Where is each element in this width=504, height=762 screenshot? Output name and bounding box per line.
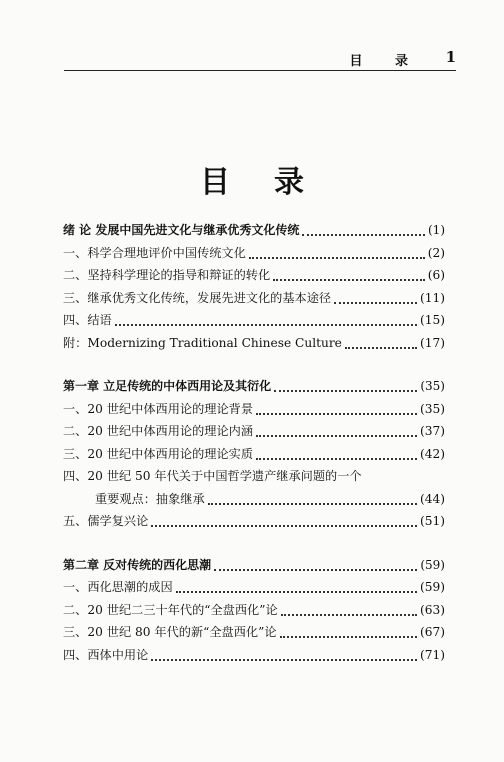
toc-entry-continuation — [63, 490, 445, 513]
toc-entry — [63, 400, 445, 423]
leader-dots — [151, 525, 417, 527]
toc-entry-page: (44) — [419, 491, 445, 506]
toc-entry — [63, 289, 445, 312]
toc-title: 目录 — [200, 165, 348, 200]
toc-entry — [63, 244, 445, 267]
toc-entry — [63, 646, 445, 669]
toc-entry — [63, 445, 445, 468]
toc-entry-page: (11) — [419, 290, 445, 305]
leader-dots — [115, 324, 417, 326]
toc-entry-label: 一、科学合理地评价中国传统文化 — [63, 245, 246, 260]
toc-entry-page: (59) — [419, 580, 445, 594]
toc-entry-page: (67) — [419, 625, 445, 639]
running-header — [64, 48, 456, 71]
toc-entry-label: 五、儒学复兴论 — [63, 514, 149, 528]
section-gap — [63, 356, 445, 377]
toc-entry-label: 重要观点：抽象继承 — [95, 491, 205, 506]
toc-entry-label: 第二章 反对传统的西化思潮 — [63, 557, 212, 572]
toc-entry-page: (6) — [427, 268, 445, 282]
leader-dots — [273, 279, 425, 281]
toc-entry-page: (37) — [419, 424, 445, 438]
toc-entry-label: 二、20 世纪二三十年代的“全盘西化”论 — [63, 602, 278, 617]
toc-entry — [63, 578, 445, 601]
toc-entry-page: (51) — [419, 514, 445, 528]
section-gap — [63, 535, 445, 556]
toc-chapter-1 — [63, 377, 445, 400]
toc-entry — [63, 311, 445, 334]
toc-entry-label: 二、坚持科学理论的指导和辩证的转化 — [63, 268, 271, 282]
toc-entry — [63, 623, 445, 646]
toc-entry-label: 三、20 世纪 80 年代的新“全盘西化”论 — [63, 625, 277, 639]
toc-entry-label: 四、20 世纪 50 年代关于中国哲学遗产继承问题的一个 — [63, 469, 362, 483]
leader-dots — [334, 302, 417, 304]
toc-entry-page: (17) — [419, 335, 445, 350]
leader-dots — [208, 503, 417, 505]
toc-entry — [63, 266, 445, 289]
toc-entry-page: (15) — [419, 313, 445, 327]
table-of-contents — [63, 221, 445, 668]
toc-entry-label: 三、20 世纪中体西用论的理论实质 — [63, 446, 254, 461]
toc-entry — [63, 601, 445, 624]
toc-entry-page: (35) — [420, 379, 445, 393]
leader-dots — [256, 413, 417, 415]
toc-entry-page: (2) — [427, 245, 445, 260]
toc-entry-page: (35) — [419, 401, 445, 416]
toc-entry — [63, 467, 445, 490]
running-header-title: 目 录 — [349, 54, 422, 69]
leader-dots — [249, 257, 425, 259]
toc-entry-page: (59) — [420, 557, 445, 572]
leader-dots — [214, 569, 417, 571]
toc-entry-page: (1) — [428, 223, 445, 237]
toc-entry-label: 四、西体中用论 — [63, 647, 149, 662]
leader-dots — [151, 659, 417, 661]
leader-dots — [302, 234, 425, 236]
leader-dots — [281, 614, 417, 616]
toc-entry-label: 一、西化思潮的成因 — [63, 580, 173, 594]
leader-dots — [256, 435, 417, 437]
leader-dots — [280, 636, 417, 638]
leader-dots — [256, 458, 417, 460]
toc-entry — [63, 422, 445, 445]
toc-entry-label: 三、继承优秀文化传统，发展先进文化的基本途径 — [63, 290, 332, 305]
toc-chapter-2 — [63, 556, 445, 579]
leader-dots — [345, 347, 417, 349]
toc-entry-page: (42) — [419, 446, 445, 461]
leader-dots — [176, 591, 417, 593]
toc-entry-label: 附：Modernizing Traditional Chinese Culture — [63, 335, 342, 350]
leader-dots — [274, 390, 417, 392]
toc-entry — [63, 334, 445, 357]
toc-entry — [63, 512, 445, 535]
toc-entry-page: (63) — [419, 602, 445, 617]
toc-entry-label: 绪 论 发展中国先进文化与继承优秀文化传统 — [63, 223, 300, 237]
toc-entry-label: 第一章 立足传统的中体西用论及其衍化 — [63, 379, 272, 393]
toc-chapter-intro — [63, 221, 445, 244]
toc-entry-page: (71) — [419, 647, 445, 662]
toc-entry-label: 一、20 世纪中体西用论的理论背景 — [63, 401, 254, 416]
toc-entry-label: 四、结语 — [63, 313, 112, 327]
running-header-page-number: 1 — [445, 48, 456, 66]
toc-entry-label: 二、20 世纪中体西用论的理论内涵 — [63, 424, 254, 438]
